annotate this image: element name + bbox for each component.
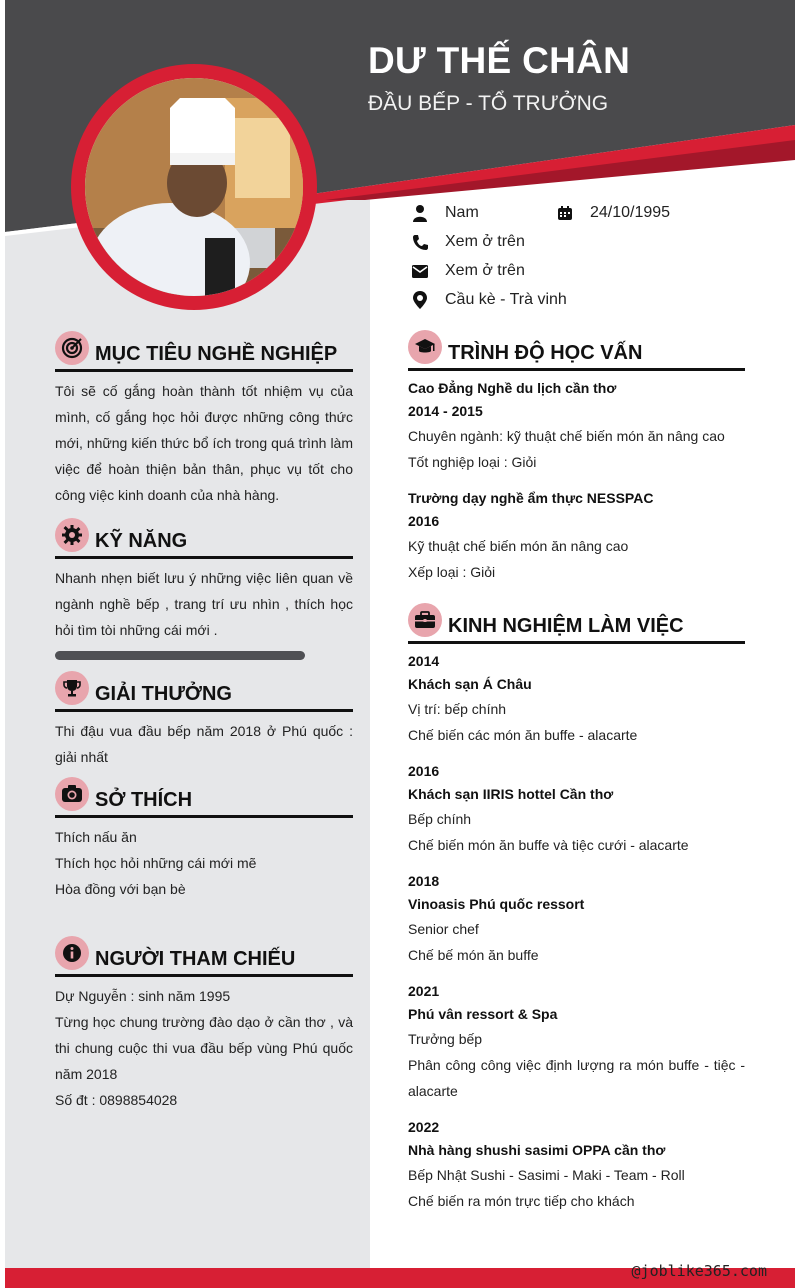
education-title: TRÌNH ĐỘ HỌC VẤN: [448, 342, 643, 364]
birthday-value: 24/10/1995: [590, 204, 671, 221]
job-role: Vị trí: bếp chính: [408, 701, 507, 717]
job-year: 2022: [408, 1119, 440, 1135]
graduation-cap-icon: [408, 330, 442, 364]
section-objective: [55, 331, 353, 508]
objective-text: Tôi sẽ cố gắng hoàn thành tốt nhiệm vụ của mình, cố gắng học hỏi được những công thức mới, những kiến thức bổ ích trong quá trình làm việc để hoàn thiện bản thân, phục vụ tốt cho công việc kinh doanh của nhà hàng.: [55, 383, 353, 503]
contact-email: [410, 261, 525, 281]
chef-photo-illustration: [85, 78, 303, 296]
experience-entry: [408, 760, 745, 858]
section-hobbies: [55, 777, 353, 902]
experience-entry: [408, 650, 745, 748]
hobbies-title: SỞ THÍCH: [95, 789, 193, 811]
section-references: [55, 936, 353, 1113]
calendar-icon: [555, 203, 575, 223]
section-skills: [55, 518, 353, 660]
education-entry: [408, 377, 745, 475]
school-name: Trường dạy nghề ẩm thực NESSPAC: [408, 490, 654, 506]
education-line: Xếp loại : Giỏi: [408, 564, 496, 580]
school-years: 2016: [408, 513, 440, 529]
objective-title: MỤC TIÊU NGHỀ NGHIỆP: [95, 343, 338, 365]
briefcase-icon: [408, 603, 442, 637]
cv-frame: [5, 0, 795, 1288]
company-name: Vinoasis Phú quốc ressort: [408, 896, 585, 912]
company-name: Phú vân ressort & Spa: [408, 1006, 558, 1022]
reference-item: Dự Nguyễn : sinh năm 1995: [55, 988, 231, 1004]
job-description: Chế biến các món ăn buffe - alacarte: [408, 727, 638, 743]
person-icon: [410, 203, 430, 223]
phone-value: Xem ở trên: [445, 233, 525, 250]
section-awards: [55, 671, 353, 770]
job-role: Bếp chính: [408, 811, 472, 827]
awards-text: Thi đậu vua đầu bếp năm 2018 ở Phú quốc : giải nhất: [55, 723, 353, 765]
education-line: Kỹ thuật chế biến món ăn nâng cao: [408, 538, 629, 554]
company-name: Nhà hàng shushi sasimi OPPA cần thơ: [408, 1142, 666, 1158]
references-title: NGƯỜI THAM CHIẾU: [95, 948, 296, 970]
job-description: Chế biến ra món trực tiếp cho khách: [408, 1193, 635, 1209]
job-year: 2021: [408, 983, 440, 999]
job-year: 2014: [408, 653, 440, 669]
job-role: Trưởng bếp: [408, 1031, 483, 1047]
education-line: Chuyên ngành: kỹ thuật chế biến món ăn nâng cao: [408, 428, 725, 444]
section-education: [408, 330, 745, 585]
education-line: Tốt nghiệp loại : Giỏi: [408, 454, 537, 470]
experience-title: KINH NGHIỆM LÀM VIỆC: [448, 615, 684, 637]
school-years: 2014 - 2015: [408, 403, 483, 419]
awards-title: GIẢI THƯỞNG: [95, 683, 232, 705]
job-year: 2018: [408, 873, 440, 889]
job-year: 2016: [408, 763, 440, 779]
job-role: Senior chef: [408, 921, 479, 937]
experience-entry: [408, 870, 745, 968]
job-description: Chế biến món ăn buffe và tiệc cưới - alacarte: [408, 837, 689, 853]
experience-entry: [408, 980, 745, 1104]
job-description: Chế bế món ăn buffe: [408, 947, 539, 963]
job-role: Bếp Nhật Sushi - Sasimi - Maki - Team - Roll: [408, 1167, 685, 1183]
watermark: @joblike365.com: [631, 1262, 767, 1280]
email-value: Xem ở trên: [445, 262, 525, 279]
contact-birthday: [555, 203, 670, 223]
info-icon: [55, 936, 89, 970]
company-name: Khách sạn IIRIS hottel Cần thơ: [408, 786, 614, 802]
gender-value: Nam: [445, 204, 479, 221]
contact-phone: [410, 232, 525, 252]
education-entry: [408, 487, 745, 585]
contact-gender: [410, 203, 479, 223]
reference-item: Từng học chung trường đào dạo ở cần thơ , và thi chung cuộc thi vua đầu bếp vùng Phú quốc năm 2018: [55, 1014, 353, 1082]
profile-photo: [71, 64, 317, 310]
trophy-icon: [55, 671, 89, 705]
envelope-icon: [410, 261, 430, 281]
contact-address: [410, 290, 567, 310]
skills-title: KỸ NĂNG: [95, 530, 188, 552]
skill-level-bar: [55, 651, 305, 660]
job-description: Phân công công việc định lượng ra món buffe - tiệc - alacarte: [408, 1057, 745, 1099]
school-name: Cao Đẳng Nghề du lịch cần thơ: [408, 380, 617, 396]
phone-icon: [410, 232, 430, 252]
company-name: Khách sạn Á Châu: [408, 676, 532, 692]
gear-icon: [55, 518, 89, 552]
experience-entry: [408, 1116, 745, 1214]
reference-item: Số đt : 0898854028: [55, 1092, 178, 1108]
map-pin-icon: [410, 290, 430, 310]
section-experience: [408, 603, 745, 1214]
hobby-item: Hòa đồng với bạn bè: [55, 881, 186, 897]
candidate-name: DƯ THẾ CHÂN: [368, 40, 631, 81]
address-value: Cầu kè - Trà vinh: [445, 291, 567, 308]
job-title: ĐẦU BẾP - TỔ TRƯỞNG: [368, 92, 609, 115]
target-icon: [55, 331, 89, 365]
skills-text: Nhanh nhẹn biết lưu ý những việc liên quan về ngành nghề bếp , trang trí ưu nhìn , thích học hỏi tìm tòi những cái mới .: [55, 570, 353, 638]
camera-icon: [55, 777, 89, 811]
hobby-item: Thích học hỏi những cái mới mẽ: [55, 855, 257, 871]
hobby-item: Thích nấu ăn: [55, 829, 137, 845]
